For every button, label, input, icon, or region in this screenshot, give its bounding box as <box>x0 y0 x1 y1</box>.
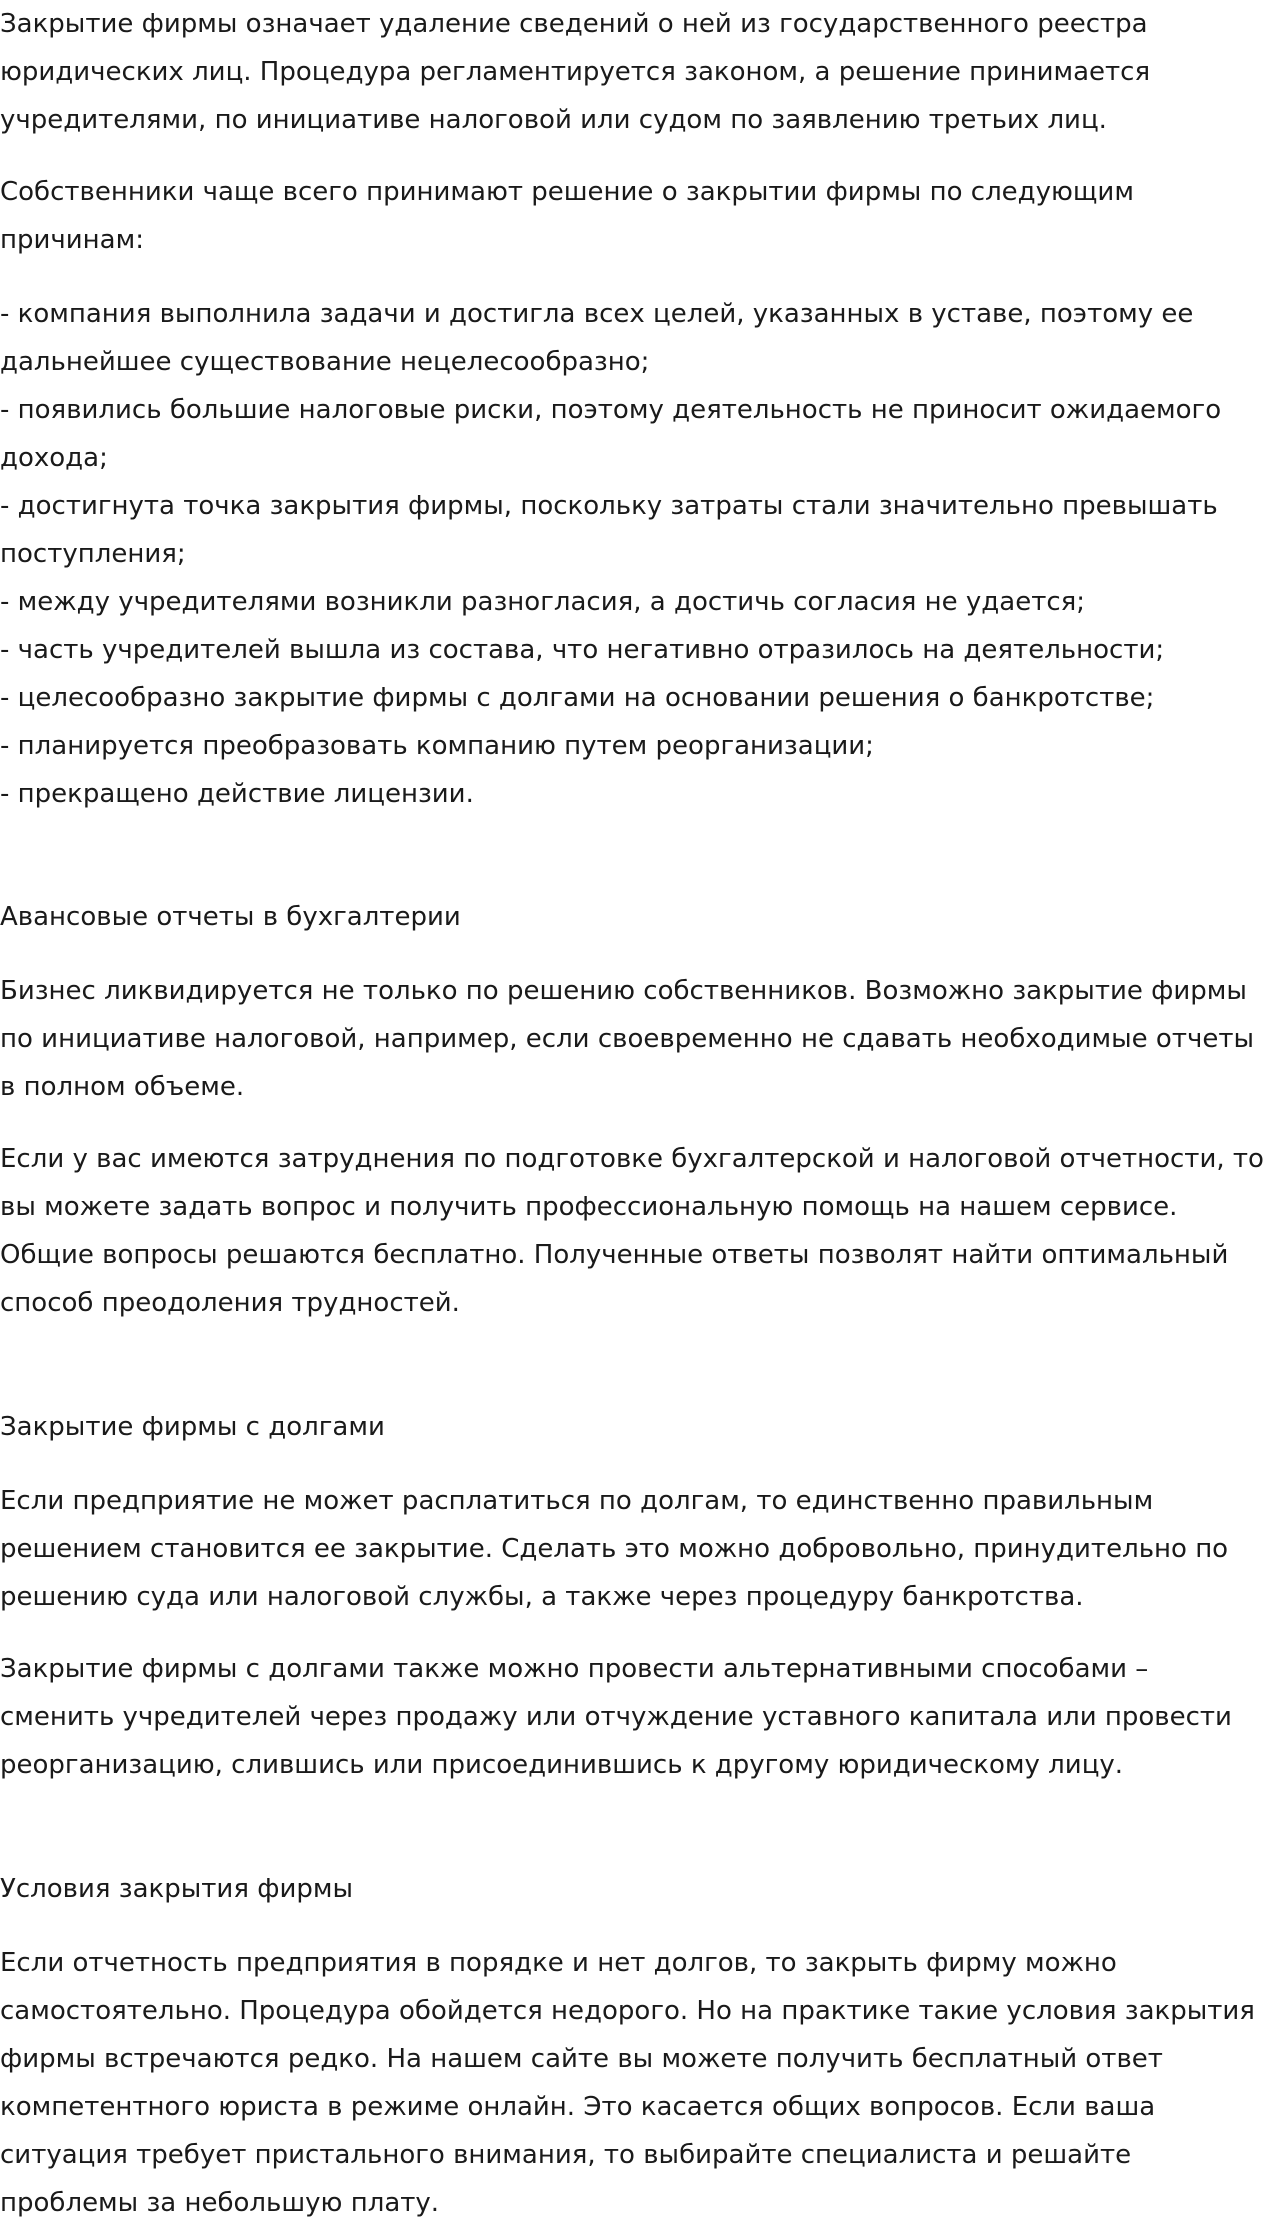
list-item: - часть учредителей вышла из состава, что негативно отразилось на деятельности; <box>0 635 1165 665</box>
section-heading-debts: Закрытие фирмы с долгами <box>0 1412 385 1442</box>
debts-paragraph-1: Если предприятие не может расплатиться по долгам, то единственно правильным решением становится ее закрытие. Сделать это можно добровольно, принудительно по решению суда или налоговой службы, а также через процедуру банкротства. <box>0 1486 1229 1612</box>
section-heading-reports: Авансовые отчеты в бухгалтерии <box>0 902 461 932</box>
list-item: - планируется преобразовать компанию путем реорганизации; <box>0 731 874 761</box>
list-item: - появились большие налоговые риски, поэтому деятельность не приносит ожидаемого дохода; <box>0 395 1222 473</box>
conditions-paragraph-1: Если отчетность предприятия в порядке и нет долгов, то закрыть фирму можно самостоятельно. Процедура обойдется недорого. Но на практике такие условия закрытия фирмы встречаются редко. На нашем сайте вы можете получить бесплатный ответ компетентного юриста в режиме онлайн. Это касается общих вопросов. Если ваша ситуация требует пристального внимания, то выбирайте специалиста и решайте проблемы за небольшую плату. <box>0 1948 1255 2218</box>
reports-paragraph-1: Бизнес ликвидируется не только по решению собственников. Возможно закрытие фирмы по инициативе налоговой, например, если своевременно не сдавать необходимые отчеты в полном объеме. <box>0 976 1255 1102</box>
list-item: - достигнута точка закрытия фирмы, поскольку затраты стали значительно превышать поступления; <box>0 491 1218 569</box>
reasons-list <box>0 290 1268 818</box>
list-item: - прекращено действие лицензии. <box>0 779 474 809</box>
reports-paragraph-2: Если у вас имеются затруднения по подготовке бухгалтерской и налоговой отчетности, то вы можете задать вопрос и получить профессиональную помощь на нашем сервисе. Общие вопросы решаются бесплатно. Полученные ответы позволят найти оптимальный способ преодоления трудностей. <box>0 1144 1264 1318</box>
list-item: - целесообразно закрытие фирмы с долгами на основании решения о банкротстве; <box>0 683 1155 713</box>
intro-paragraph-2: Собственники чаще всего принимают решение о закрытии фирмы по следующим причинам: <box>0 177 1134 255</box>
list-item: - между учредителями возникли разногласия, а достичь согласия не удается; <box>0 587 1086 617</box>
list-item: - компания выполнила задачи и достигла всех целей, указанных в уставе, поэтому ее дальнейшее существование нецелесообразно; <box>0 299 1194 377</box>
section-heading-conditions: Условия закрытия фирмы <box>0 1874 354 1904</box>
intro-paragraph-1: Закрытие фирмы означает удаление сведений о ней из государственного реестра юридических лиц. Процедура регламентируется законом, а решение принимается учредителями, по инициативе налоговой или судом по заявлению третьих лиц. <box>0 9 1151 135</box>
debts-paragraph-2: Закрытие фирмы с долгами также можно провести альтернативными способами – сменить учредителей через продажу или отчуждение уставного капитала или провести реорганизацию, слившись или присоединившись к другому юридическому лицу. <box>0 1654 1232 1780</box>
